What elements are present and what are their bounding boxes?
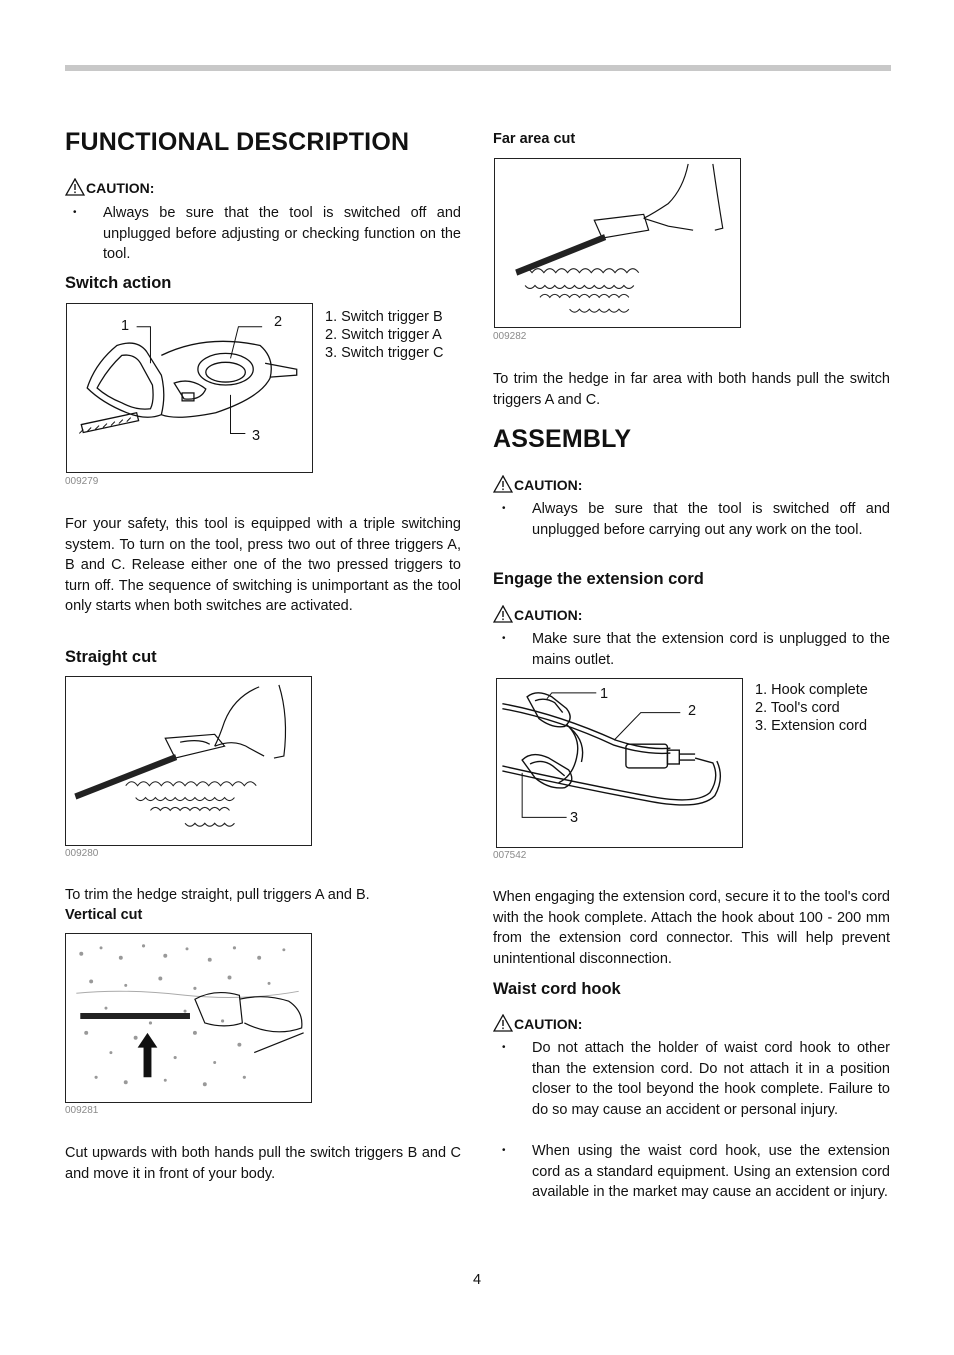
figure-code: 007542	[493, 850, 527, 861]
section-title-assembly: ASSEMBLY	[493, 425, 632, 453]
figure-code: 009281	[65, 1105, 99, 1116]
header-rule	[65, 65, 891, 71]
caution-bullet: • Make sure that the extension cord is unplugged to the mains outlet.	[502, 631, 890, 668]
callout-3: 3	[252, 428, 261, 444]
paragraph-straight-cut: To trim the hedge straight, pull triggers A and B.	[65, 887, 370, 903]
legend-item: 2. Tool's cord	[755, 700, 840, 717]
caution-label: CAUTION:	[493, 475, 582, 493]
caution-bullet: • When using the waist cord hook, use the extension cord as a standard equipment. Using an extension cord available in the market may cause an accident or injury.	[502, 1143, 890, 1201]
legend-item: 1. Hook complete	[755, 682, 868, 698]
figure-vertical-cut	[65, 933, 312, 1103]
callout-1: 1	[121, 318, 130, 334]
caution-bullet: • Do not attach the holder of waist cord hook to other than the extension cord. Do not attach it in a position closer to the tool beyond the hook complete. Failure to do so may cause an accident or personal injury.	[502, 1040, 890, 1118]
callout-2: 2	[688, 703, 697, 719]
vertical-cut-illustration	[66, 934, 311, 1102]
straight-cut-illustration	[66, 677, 311, 845]
figure-extension-cord	[496, 678, 743, 848]
legend-item: 1. Switch trigger B	[325, 309, 443, 325]
legend-item: 3. Extension cord	[755, 718, 868, 735]
heading-far-area-cut: Far area cut	[493, 131, 576, 147]
caution-bullet: • Always be sure that the tool is switched off and unplugged before carrying out any work on the tool.	[502, 501, 890, 538]
bullet-dot: •	[73, 207, 77, 218]
caution-label: CAUTION:	[493, 605, 582, 623]
section-title-functional-description: FUNCTIONAL DESCRIPTION	[65, 128, 410, 156]
caution-label: CAUTION:	[65, 178, 154, 196]
heading-straight-cut: Straight cut	[65, 648, 157, 666]
warning-triangle-icon	[493, 475, 513, 493]
figure-legend	[755, 681, 868, 736]
figure-straight-cut	[65, 676, 312, 846]
bullet-dot: •	[502, 503, 506, 514]
page-number: 4	[472, 1272, 482, 1288]
caution-label: CAUTION:	[493, 1014, 582, 1032]
figure-legend	[325, 308, 443, 363]
paragraph-vertical-cut: Cut upwards with both hands pull the switch triggers B and C and move it in front of your body.	[65, 1145, 461, 1182]
callout-3: 3	[570, 810, 579, 826]
heading-switch-action: Switch action	[65, 274, 172, 292]
figure-code: 009282	[493, 331, 527, 342]
legend-item: 2. Switch trigger A	[325, 327, 442, 344]
bullet-dot: •	[502, 633, 506, 644]
figure-code: 009279	[65, 476, 99, 487]
callout-2: 2	[274, 314, 283, 330]
far-area-cut-illustration	[495, 159, 740, 327]
warning-triangle-icon	[65, 178, 85, 196]
bullet-dot: •	[502, 1145, 506, 1156]
heading-vertical-cut: Vertical cut	[65, 907, 143, 923]
bullet-dot: •	[502, 1042, 506, 1053]
heading-engage-extension-cord: Engage the extension cord	[493, 570, 704, 588]
warning-triangle-icon	[493, 1014, 513, 1032]
figure-far-area-cut	[494, 158, 741, 328]
figure-code: 009280	[65, 848, 99, 859]
extension-cord-hook-illustration	[497, 679, 742, 847]
heading-waist-cord-hook: Waist cord hook	[493, 980, 621, 998]
paragraph-extension-cord: When engaging the extension cord, secure it to the tool's cord with the hook complete. Attach the hook about 100 - 200 mm from the extension cord connector. This will help prevent unintentional disconnection.	[493, 889, 890, 967]
paragraph-far-area: To trim the hedge in far area with both hands pull the switch triggers A and C.	[493, 371, 890, 408]
caution-bullet: • Always be sure that the tool is switched off and unplugged before adjusting or checking function on the tool.	[73, 205, 461, 263]
callout-1: 1	[600, 686, 609, 702]
legend-item: 3. Switch trigger C	[325, 345, 444, 362]
paragraph-switch-action: For your safety, this tool is equipped with a triple switching system. To turn on the tool, press two out of three triggers A, B and C. Release either one of the two pressed triggers to turn off. The sequence of switching is unimportant as the tool only starts when both switches are activated.	[65, 516, 461, 615]
warning-triangle-icon	[493, 605, 513, 623]
